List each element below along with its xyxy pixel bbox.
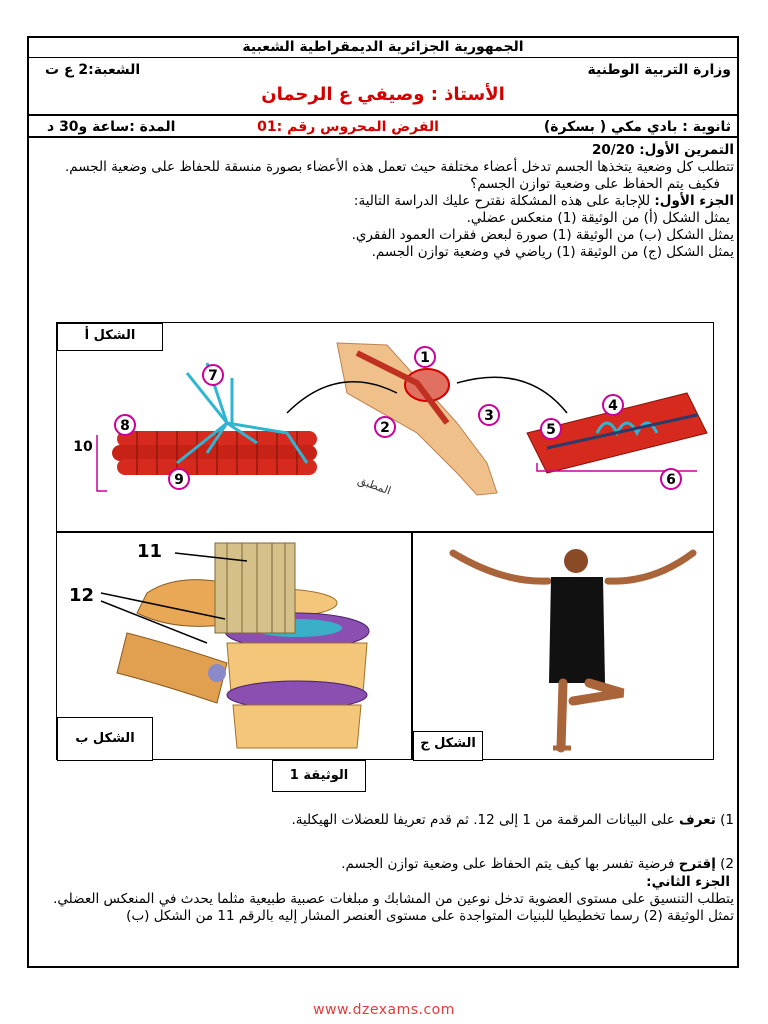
q1-num: 1) [720, 812, 734, 828]
marker-6-text: 6 [666, 472, 676, 488]
figure-a-drawing [57, 323, 713, 531]
header-exam [27, 116, 739, 138]
line-c: يمثل الشكل (ج) من الوثيقة (1) رياضي في وضعية توازن الجسم. [371, 244, 734, 260]
last-line: تمثل الوثيقة (2) رسما تخطيطيا للبنيات المتواجدة على مستوى العنصر المشار إليه بالرقم 11 من الشكل (ب) [126, 908, 734, 924]
q1-text: على البيانات المرقمة من 1 إلى 12. ثم قدم تعريفا للعضلات الهيكلية. [291, 812, 680, 828]
stream: الشعبة:2 ع ت [45, 62, 141, 78]
exercise-question: فكيف يتم الحفاظ على وضعية توازن الجسم؟ [470, 176, 720, 192]
exam-title: الفرض المحروس رقم :01 [257, 119, 439, 135]
marker-12-text: 12 [69, 585, 95, 606]
marker-2 [375, 417, 395, 437]
part2-label: الجزء الثاني: [646, 874, 730, 890]
exercise-intro: تتطلب كل وضعية يتخذها الجسم تدخل أعضاء مختلفة حيث تعمل هذه الأعضاء بصورة منسقة للحفاظ على وضعية الجسم. [64, 159, 734, 175]
marker-10 [73, 439, 93, 455]
part2-text: يتطلب التنسيق على مستوى العضوية تدخل نوعين من المشابك و مبلغات عصبية طبيعية مثلما يحدث في المنعكس العضلي. [53, 891, 734, 907]
marker-7-text: 7 [208, 368, 218, 384]
part1 [34, 193, 734, 210]
part1-text: للإجابة على هذه المشكلة نقترح عليك الدراسة التالية: [353, 193, 655, 209]
athlete [453, 549, 693, 748]
q2-num: 2) [720, 856, 734, 872]
label-figure-b: الشكل ب [57, 717, 153, 761]
question-2 [34, 856, 734, 873]
marker-4 [603, 395, 623, 415]
marker-3 [479, 405, 499, 425]
exercise-title: التمرين الأول: 20/20 [592, 142, 734, 158]
marker-9 [169, 469, 189, 489]
label-figure-a: الشكل أ [57, 323, 163, 351]
marker-10-text: 10 [73, 439, 93, 455]
marker-1 [415, 347, 435, 367]
header-republic: الجمهورية الجزائرية الديمقراطية الشعبية [27, 36, 739, 58]
marker-1-text: 1 [420, 350, 430, 366]
arrow-right [457, 377, 567, 413]
footer-site[interactable]: www.dzexams.com [313, 1002, 455, 1018]
q2-bold: إقترح [678, 856, 716, 872]
header-info [27, 58, 739, 116]
marker-2-text: 2 [380, 420, 390, 436]
marker-5 [541, 419, 561, 439]
line-a: يمثل الشكل (أ) من الوثيقة (1) منعكس عضلي. [466, 210, 730, 226]
label-figure-c: الشكل ج [413, 731, 483, 761]
q2-text: فرضية تفسر بها كيف يتم الحفاظ على وضعية توازن الجسم. [341, 856, 679, 872]
ministry: وزارة التربية الوطنية [587, 62, 731, 78]
vertebrae [117, 543, 369, 748]
marker-5-text: 5 [546, 422, 556, 438]
figure-b [56, 532, 412, 760]
marker-11-text: 11 [137, 541, 163, 562]
marker-8 [115, 415, 135, 435]
figure-a [56, 322, 714, 532]
teacher-name: الأستاذ : وصيفي ع الرحمان [261, 84, 505, 105]
duration: المدة :ساعة و30 د [47, 119, 176, 135]
question-1 [34, 812, 734, 829]
muscle-label: المطبق [355, 473, 393, 498]
figure-c-drawing [413, 533, 713, 759]
marker-4-text: 4 [608, 398, 618, 414]
part1-label: الجزء الأول: [654, 193, 734, 209]
q1-bold: تعرف [679, 812, 716, 828]
marker-7 [203, 365, 223, 385]
label-document-1: الوثيقة 1 [272, 760, 366, 792]
marker-3-text: 3 [484, 408, 494, 424]
part-2 [34, 874, 734, 925]
marker-8-text: 8 [120, 418, 130, 434]
exercise-text [34, 142, 734, 261]
leg-drawing [337, 343, 497, 498]
marker-6 [661, 469, 681, 489]
line-b: يمثل الشكل (ب) من الوثيقة (1) صورة لبعض فقرات العمود الفقري. [351, 227, 734, 243]
marker-9-text: 9 [174, 472, 184, 488]
school-name: ثانوية : بادي مكي ( بسكرة) [543, 119, 731, 135]
figure-c [412, 532, 714, 760]
